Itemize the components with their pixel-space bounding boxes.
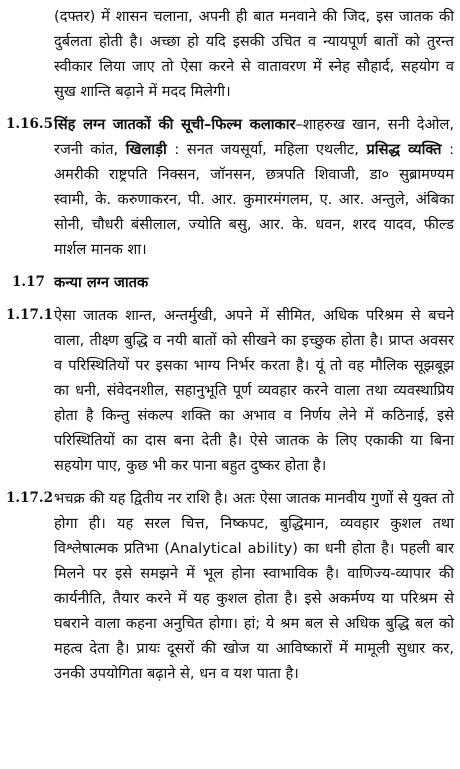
section-number: 1.16.5 [6,116,53,132]
section-number: 1.17 [12,274,45,290]
section-heading: सिंह लग्न जातकों की सूची–फिल्म कलाकार [54,116,296,133]
intro-paragraph: (दफ्तर) में शासन चलाना, अपनी ही बात मनवाने की जिद, इस जातक की दुर्बलता होती है। अच्छा हो यदि इसकी उचित व न्यायपूर्ण बातों को तुरन्त स्वीकार लिया जाए तो ऐसा करने से वातावरण में स्नेह सौहार्द, सहयोग व सुख शान्ति बढ़ाने में मदद मिलेगी। [54,8,454,100]
famous-persons-label: प्रसिद्ध व्यक्ति [366,141,442,158]
celebrity-list-paragraph [54,112,454,262]
section-1-17-1 [6,303,454,478]
section-number: 1.17.2 [6,490,53,506]
film-artists-text: –शाहरुख खान, सनी देओल, रजनी कांत, [54,116,454,158]
sports-text: : सनत जयसूर्या, महिला एथलीट, [166,141,367,158]
section-paragraph: भचक्र की यह द्वितीय नर राशि है। अतः ऐसा जातक मानवीय गुणों से युक्त तो होगा ही। यह सरल चित्त, निष्कपट, बुद्धिमान, व्यवहार कुशल तथा विश्लेषात्मक प्रतिभा (Analytical ability) का धनी होता है। पहली बार मिलने पर इसे समझने में भूल होना स्वाभाविक है। वाणिज्य-व्यापार की कार्यनीति, तैयार करने में यह कुशल होता है। इसे अकर्मण्य या परिश्रम से घबराने वाला कहना अनुचित होगा। हां; ये श्रम बल से अधिक बुद्धि बल को महत्व देता है। प्रायः दूसरों की खोज या आविष्कारों में मामूली सुधार कर, उनकी उपयोगिता बढ़ाने से, धन व यश पाता है। [54,490,454,682]
section-1-17 [6,270,454,295]
section-1-17-2 [6,486,454,686]
section-1-16-5 [6,112,454,262]
section-number: 1.17.1 [6,307,53,323]
sports-label: खिलाड़ी [125,141,167,158]
section-heading: कन्या लग्न जातक [54,274,149,291]
section-paragraph: ऐसा जातक शान्त, अन्तर्मुखी, अपने में सीमित, अधिक परिश्रम से बचने वाला, तीक्ष्ण बुद्धि व नयी बातों को सीखने का इच्छुक होता है। प्राप्त अवसर व परिस्थितियों पर इसका भाग्य निर्भर करता है। यूं तो वह मौलिक सूझबूझ का धनी, संवेदनशील, सहानुभूति पूर्ण व्यवहार करने वाला तथा व्यवस्थाप्रिय होता है किन्तु संकल्प शक्ति का अभाव व निर्णय लेने में कठिनाई, इसे परिस्थितियों का दास बना देती है। ऐसे जातक के लिए एकाकी या बिना सहयोग पाए, कुछ भी कर पाना बहुत दुष्कर होता है। [54,307,454,474]
famous-persons-text: : अमरीकी राष्ट्रपति निक्सन, जॉनसन, छत्रपति शिवाजी, डा० सुब्रामण्यम स्वामी, के. करुणाकरन, पी. आर. कुमारमंगलम, ए. आर. अन्तुले, अंबिका सोनी, चौधरी बंसीलाल, ज्योति बसु, आर. के. धवन, शरद यादव, फील्ड मार्शल मानक शा। [54,141,454,258]
